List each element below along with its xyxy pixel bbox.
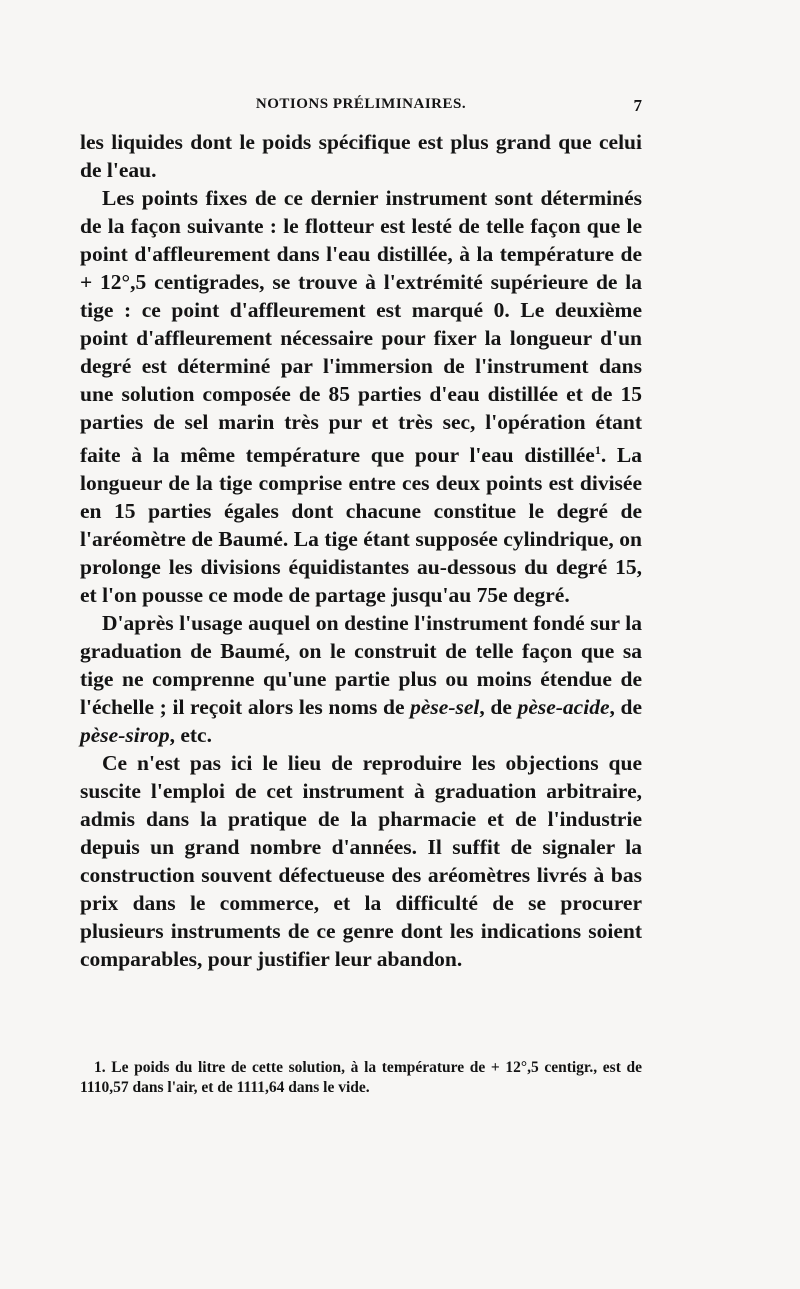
- page-number: 7: [633, 96, 642, 115]
- separator-2: , de: [609, 695, 643, 720]
- term-pese-sel: pèse-sel: [410, 695, 480, 720]
- main-text: [80, 128, 642, 973]
- separator-1: , de: [479, 695, 518, 720]
- paragraph-2-text-after: . La longueur de la tige comprise entre ces deux points est divisée en 15 parties égales dont chacune constitue le degré de l'aréomètre de Baumé. La tige étant supposée cylindrique, on prolonge les divisions équidistantes au-dessous du degré 15, et l'on pousse ce mode de partage jusqu'au 75e degré.: [80, 443, 642, 608]
- running-title: NOTIONS PRÉLIMINAIRES.: [255, 96, 467, 112]
- footnote-ref[interactable]: 1: [594, 443, 601, 457]
- paragraph-1: les liquides dont le poids spécifique est plus grand que celui de l'eau.: [80, 130, 642, 182]
- paragraph-2-text-before: Les points fixes de ce dernier instrument sont déterminés de la façon suivante : le flotteur est lesté de telle façon que le point d'affleurement dans l'eau distillée, à la température de + 12°,5 centigrades, se trouve à l'extrémité supérieure de la tige : ce point d'affleurement est marqué 0. Le deuxième point d'affleurement nécessaire pour fixer la longueur d'un degré est déterminé par l'immersion de l'instrument dans une solution composée de 85 parties d'eau distillée et de 15 parties de sel marin très pur et très sec, l'opération étant faite à la même température que pour l'eau distillée: [80, 186, 642, 468]
- paragraph-3: [80, 609, 642, 749]
- paragraph-3-text-before: D'après l'usage auquel on destine l'instrument fondé sur la graduation de Baumé, on le construit de telle façon que sa tige ne comprenne qu'une partie plus ou moins étendue de l'échelle ; il reçoit alors les noms de: [80, 611, 642, 720]
- paragraph-4: Ce n'est pas ici le lieu de reproduire les objections que suscite l'emploi de cet instrument à graduation arbitraire, admis dans la pratique de la pharmacie et de l'industrie depuis un grand nombre d'années. Il suffit de signaler la construction souvent défectueuse des aréomètres livrés à bas prix dans le commerce, et la difficulté de se procurer plusieurs instruments de ce genre dont les indications soient comparables, pour justifier leur abandon.: [80, 751, 642, 972]
- page-header: [80, 96, 642, 120]
- footnote-1: 1. Le poids du litre de cette solution, à la température de + 12°,5 centigr., est de 1110,57 dans l'air, et de 1111,64 dans le vide.: [80, 1059, 642, 1096]
- term-pese-sirop: pèse-sirop: [80, 723, 170, 748]
- term-pese-acide: pèse-acide: [517, 695, 610, 720]
- paragraph-2: [80, 184, 642, 609]
- paragraph-3-text-after: , etc.: [169, 723, 212, 748]
- footnotes: [80, 1058, 642, 1098]
